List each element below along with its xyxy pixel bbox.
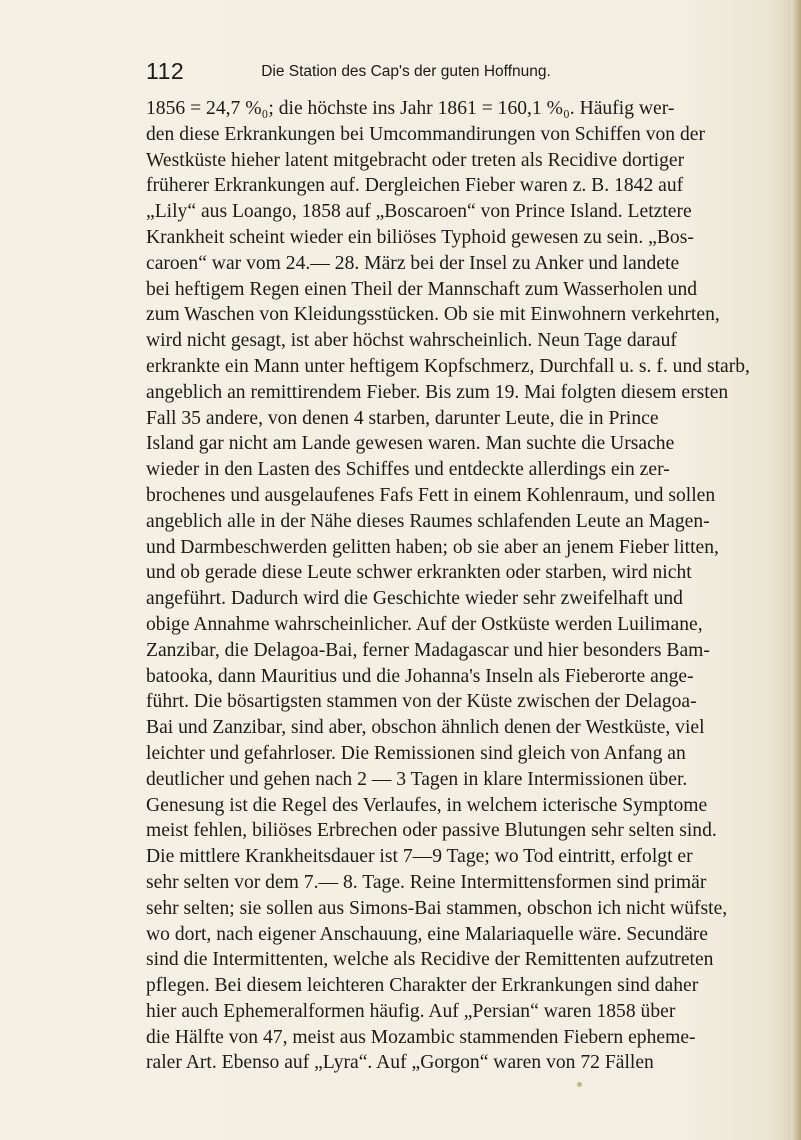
text-line: Westküste hieher latent mitgebracht oder treten als Recidive dortiger [146, 149, 685, 171]
text-line: batooka, dann Mauritius und die Johanna's Inseln als Fieberorte ange- [146, 665, 694, 687]
text-line: Krankheit scheint wieder ein biliöses Typhoid gewesen zu sein. „Bos- [146, 226, 694, 248]
text-line: obige Annahme wahrscheinlicher. Auf der Ostküste werden Luilimane, [146, 613, 703, 635]
text-line: früherer Erkrankungen auf. Dergleichen Fieber waren z. B. 1842 auf [146, 175, 684, 197]
text-line: Fall 35 andere, von denen 4 starben, darunter Leute, die in Prince [146, 407, 659, 429]
text-line: caroen“ war vom 24.— 28. März bei der Insel zu Anker und landete [146, 252, 680, 274]
running-title: Die Station des Cap's der guten Hoffnung. [261, 63, 551, 80]
text-line: und ob gerade diese Leute schwer erkrankten oder starben, wird nicht [146, 562, 692, 584]
page-number: 112 [146, 58, 185, 84]
text-line: pflegen. Bei diesem leichteren Charakter der Erkrankungen sind daher [146, 975, 699, 997]
text-line: zum Waschen von Kleidungsstücken. Ob sie mit Einwohnern verkehrten, [146, 304, 720, 326]
text-line: deutlicher und gehen nach 2 — 3 Tagen in klare Intermissionen über. [146, 768, 688, 790]
text-line: 1856 = 24,7 %₀; die höchste ins Jahr 1861 = 160,1 %₀. Häufig wer- [146, 98, 675, 119]
text-line: brochenes und ausgelaufenes Fafs Fett in einem Kohlenraum, und sollen [146, 484, 716, 506]
text-line: sehr selten; sie sollen aus Simons-Bai stammen, obschon ich nicht wüfste, [146, 897, 728, 919]
text-line: und Darmbeschwerden gelitten haben; ob sie aber an jenem Fieber litten, [146, 536, 719, 558]
text-line: wo dort, nach eigener Anschauung, eine Malariaquelle wäre. Secundäre [146, 923, 708, 945]
page-header [146, 58, 666, 90]
text-line: sehr selten vor dem 7.— 8. Tage. Reine Intermittensformen sind primär [146, 871, 707, 893]
text-line: erkrankte ein Mann unter heftigem Kopfschmerz, Durchfall u. s. f. und starb, [146, 355, 750, 377]
text-line: Bai und Zanzibar, sind aber, obschon ähnlich denen der Westküste, viel [146, 717, 705, 739]
text-line: angeblich alle in der Nähe dieses Raumes schlafenden Leute an Magen- [146, 510, 710, 532]
body-text [146, 96, 750, 1076]
text-line: meist fehlen, biliöses Erbrechen oder passive Blutungen sehr selten sind. [146, 820, 717, 842]
text-line: Genesung ist die Regel des Verlaufes, in welchem icterische Symptome [146, 794, 708, 816]
ink-spot [577, 1082, 582, 1087]
text-line: raler Art. Ebenso auf „Lyra“. Auf „Gorgon“ waren von 72 Fällen [146, 1052, 654, 1074]
page-edge [791, 0, 801, 1140]
text-line: führt. Die bösartigsten stammen von der Küste zwischen der Delagoa- [146, 691, 697, 713]
text-line: den diese Erkrankungen bei Umcommandirungen von Schiffen von der [146, 123, 705, 145]
text-line: angeführt. Dadurch wird die Geschichte wieder sehr zweifelhaft und [146, 588, 683, 610]
text-line: hier auch Ephemeralformen häufig. Auf „Persian“ waren 1858 über [146, 1000, 676, 1022]
text-line: bei heftigem Regen einen Theil der Mannschaft zum Wasserholen und [146, 278, 698, 300]
text-line: Die mittlere Krankheitsdauer ist 7—9 Tage; wo Tod eintritt, erfolgt er [146, 846, 693, 868]
text-line: Zanzibar, die Delagoa-Bai, ferner Madagascar und hier besonders Bam- [146, 639, 710, 661]
text-line: angeblich an remittirendem Fieber. Bis zum 19. Mai folgten diesem ersten [146, 381, 729, 403]
text-line: wird nicht gesagt, ist aber höchst wahrscheinlich. Neun Tage darauf [146, 330, 677, 352]
text-line: leichter und gefahrloser. Die Remissionen sind gleich von Anfang an [146, 742, 686, 764]
text-line: „Lily“ aus Loango, 1858 auf „Boscaroen“ von Prince Island. Letztere [146, 201, 692, 223]
text-line: die Hälfte von 47, meist aus Mozambic stammenden Fiebern epheme- [146, 1026, 696, 1048]
text-line: sind die Intermittenten, welche als Recidive der Remittenten aufzutreten [146, 949, 714, 971]
text-line: wieder in den Lasten des Schiffes und entdeckte allerdings ein zer- [146, 459, 670, 481]
text-line: Island gar nicht am Lande gewesen waren. Man suchte die Ursache [146, 433, 675, 455]
